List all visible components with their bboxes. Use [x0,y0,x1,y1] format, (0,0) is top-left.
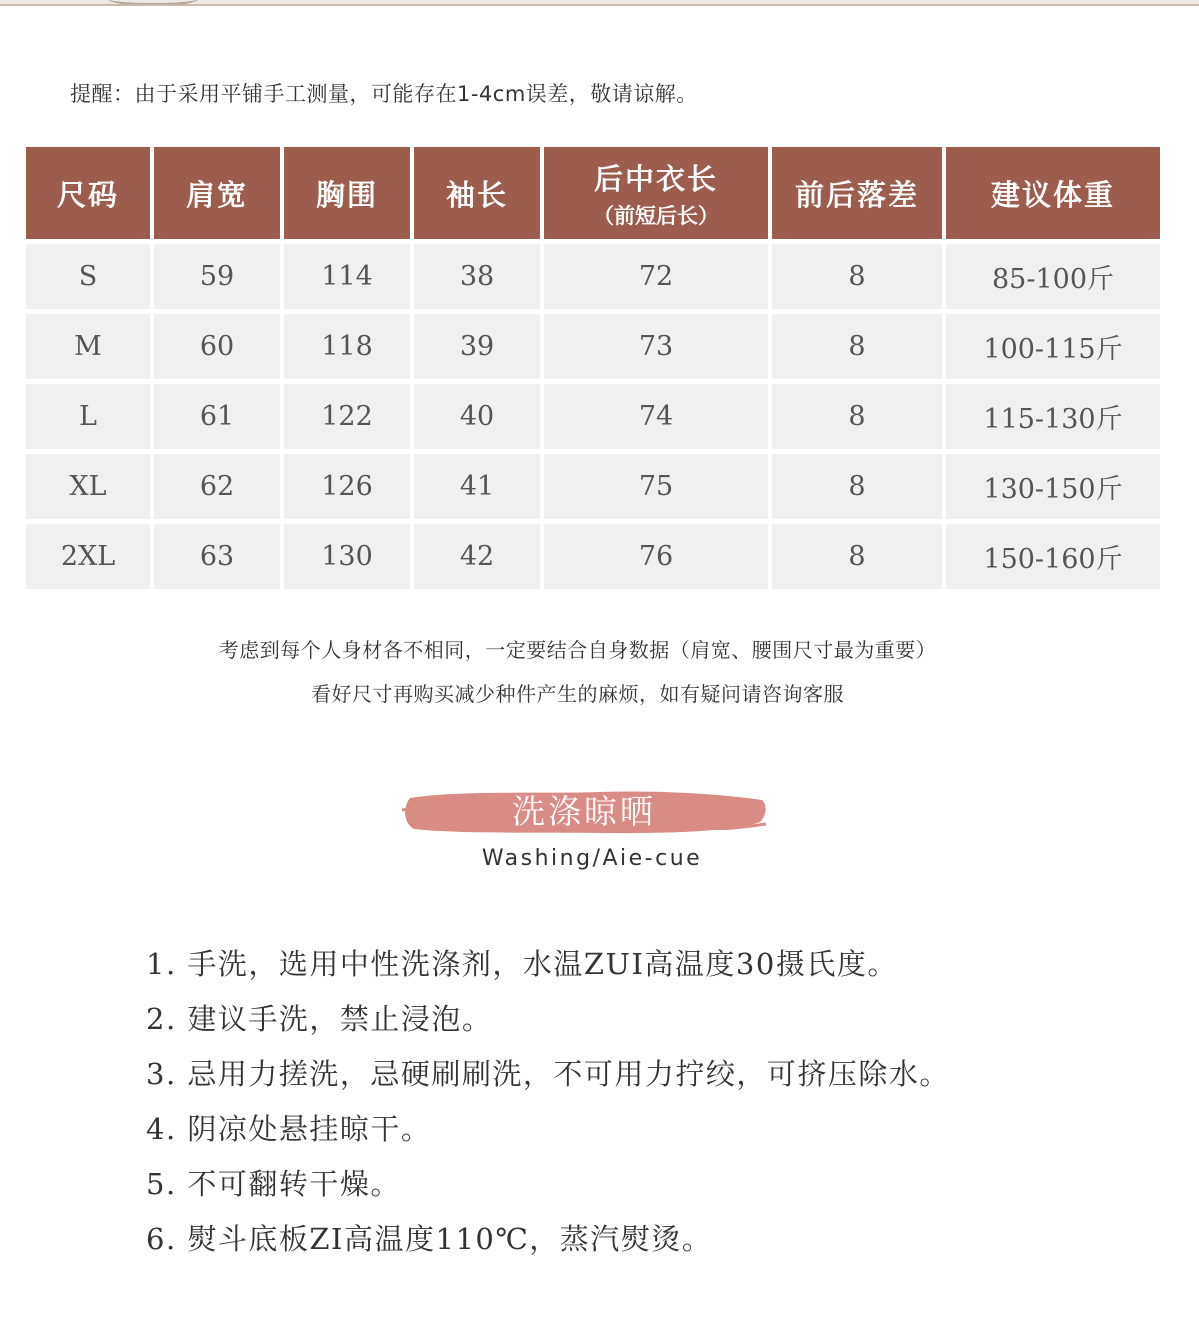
header-back-length-label: 后中衣长 [593,161,718,196]
table-cell: 150-160斤 [946,524,1160,589]
table-cell: XL [26,454,150,519]
table-cell: 60 [154,314,280,379]
table-cell: 8 [772,384,942,449]
table-cell: 130-150斤 [946,454,1160,519]
list-item: 4. 阴凉处悬挂晾干。 [146,1112,432,1146]
table-cell: 41 [414,454,540,519]
table-cell: 114 [284,244,410,309]
header-sleeve: 袖长 [414,147,540,239]
table-cell: 75 [544,454,768,519]
header-size: 尺码 [26,147,150,239]
table-cell: 72 [544,244,768,309]
table-cell: 100-115斤 [946,314,1160,379]
washing-subtitle: Washing/Aie-cue [481,846,703,871]
table-row [26,384,1160,449]
washing-instructions-list [146,944,950,1274]
table-cell: 73 [544,314,768,379]
list-item: 6. 熨斗底板ZI高温度110℃，蒸汽熨烫。 [146,1222,713,1256]
table-cell: 63 [154,524,280,589]
table-cell: 59 [154,244,280,309]
table-row [26,314,1160,379]
table-cell: 42 [414,524,540,589]
table-cell: 8 [772,244,942,309]
washing-title-badge [400,784,768,840]
header-shoulder: 肩宽 [154,147,280,239]
table-cell: 39 [414,314,540,379]
table-cell: 8 [772,524,942,589]
table-cell: 122 [284,384,410,449]
table-row [26,524,1160,589]
table-cell: 126 [284,454,410,519]
measurement-reminder: 提醒：由于采用平铺手工测量，可能存在1-4cm误差，敬请谅解。 [70,82,698,106]
list-item: 2. 建议手洗，禁止浸泡。 [146,1002,493,1036]
table-cell: 130 [284,524,410,589]
header-hem-drop: 前后落差 [772,147,942,239]
list-item: 5. 不可翻转干燥。 [146,1167,401,1201]
table-cell: 38 [414,244,540,309]
header-back-length [544,147,768,239]
washing-title: 洗涤晾晒 [512,792,656,831]
list-item: 3. 忌用力搓洗，忌硬刷刷洗，不可用力拧绞，可挤压除水。 [146,1057,950,1091]
fit-notice-line-1: 考虑到每个人身材各不相同，一定要结合自身数据（肩宽、腰围尺寸最为重要） [218,638,937,662]
table-row [26,454,1160,519]
table-cell: 8 [772,314,942,379]
divider-line [0,4,1199,6]
table-row [26,244,1160,309]
table-cell: 115-130斤 [946,384,1160,449]
table-cell: 62 [154,454,280,519]
table-cell: 8 [772,454,942,519]
table-cell: 76 [544,524,768,589]
list-item: 1. 手洗，选用中性洗涤剂，水温ZUI高温度30摄氏度。 [146,947,898,981]
table-cell: 118 [284,314,410,379]
table-cell: 61 [154,384,280,449]
top-decoration [0,0,1199,6]
table-cell: S [26,244,150,309]
size-chart-table [22,142,1164,594]
header-weight: 建议体重 [946,147,1160,239]
table-cell: 40 [414,384,540,449]
fit-notice-line-2: 看好尺寸再购买减少种件产生的麻烦，如有疑问请咨询客服 [311,682,844,706]
header-back-length-note: （前短后长） [593,202,719,228]
table-cell: L [26,384,150,449]
table-cell: 2XL [26,524,150,589]
table-header-row [26,147,1160,239]
header-chest: 胸围 [284,147,410,239]
table-cell: M [26,314,150,379]
table-cell: 85-100斤 [946,244,1160,309]
table-cell: 74 [544,384,768,449]
